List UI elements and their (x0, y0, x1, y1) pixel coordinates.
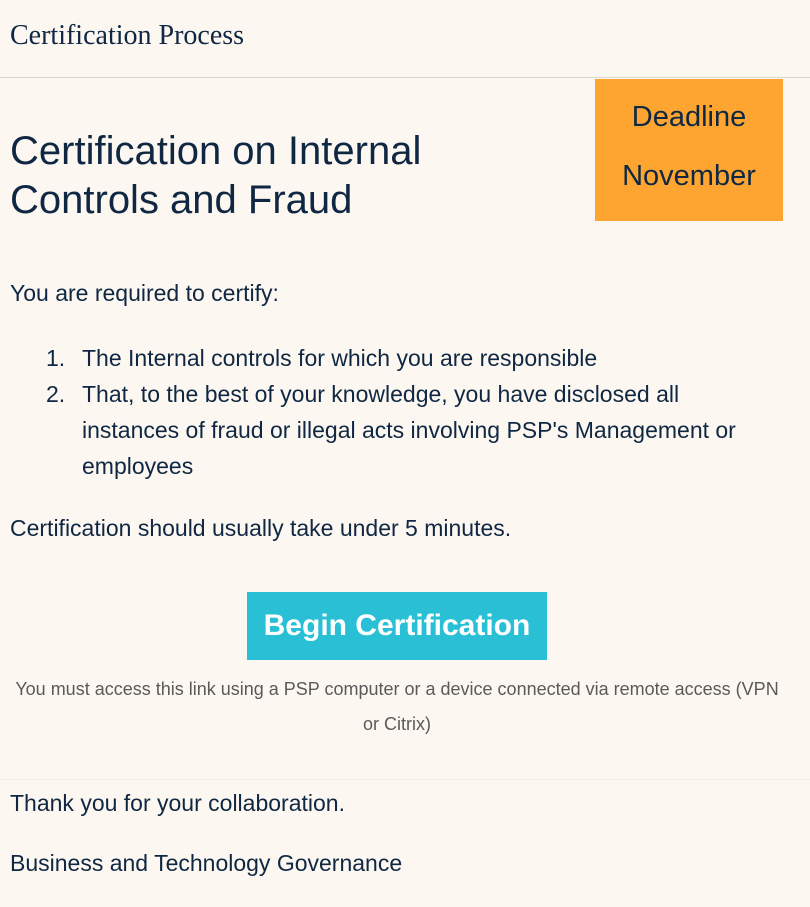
deadline-month: November (622, 160, 756, 192)
intro-text: You are required to certify: (10, 280, 279, 306)
list-item-number: 2. (46, 381, 66, 407)
deadline-badge (595, 79, 783, 221)
deadline-label: Deadline (631, 101, 747, 133)
thanks-text: Thank you for your collaboration. (10, 790, 345, 816)
list-item-number: 1. (46, 345, 66, 371)
header-title: Certification Process (10, 20, 245, 51)
begin-certification-button[interactable]: Begin Certification (247, 592, 547, 660)
list-item (46, 376, 766, 484)
access-note: You must access this link using a PSP computer or a device connected via remote access (VPN or Citrix) (15, 679, 779, 734)
duration-note: Certification should usually take under 5 minutes. (10, 515, 512, 541)
list-item-text: That, to the best of your knowledge, you have disclosed all instances of fraud or illegal acts involving PSP's Management or employees (82, 381, 736, 479)
signature-text: Business and Technology Governance (10, 850, 403, 876)
footer (0, 779, 810, 907)
list-item-text: The Internal controls for which you are responsible (82, 345, 598, 371)
list-item (46, 340, 766, 376)
header-bar (0, 0, 810, 78)
requirements-list (46, 340, 766, 484)
page-title: Certification on Internal Controls and Fraud (10, 129, 422, 222)
